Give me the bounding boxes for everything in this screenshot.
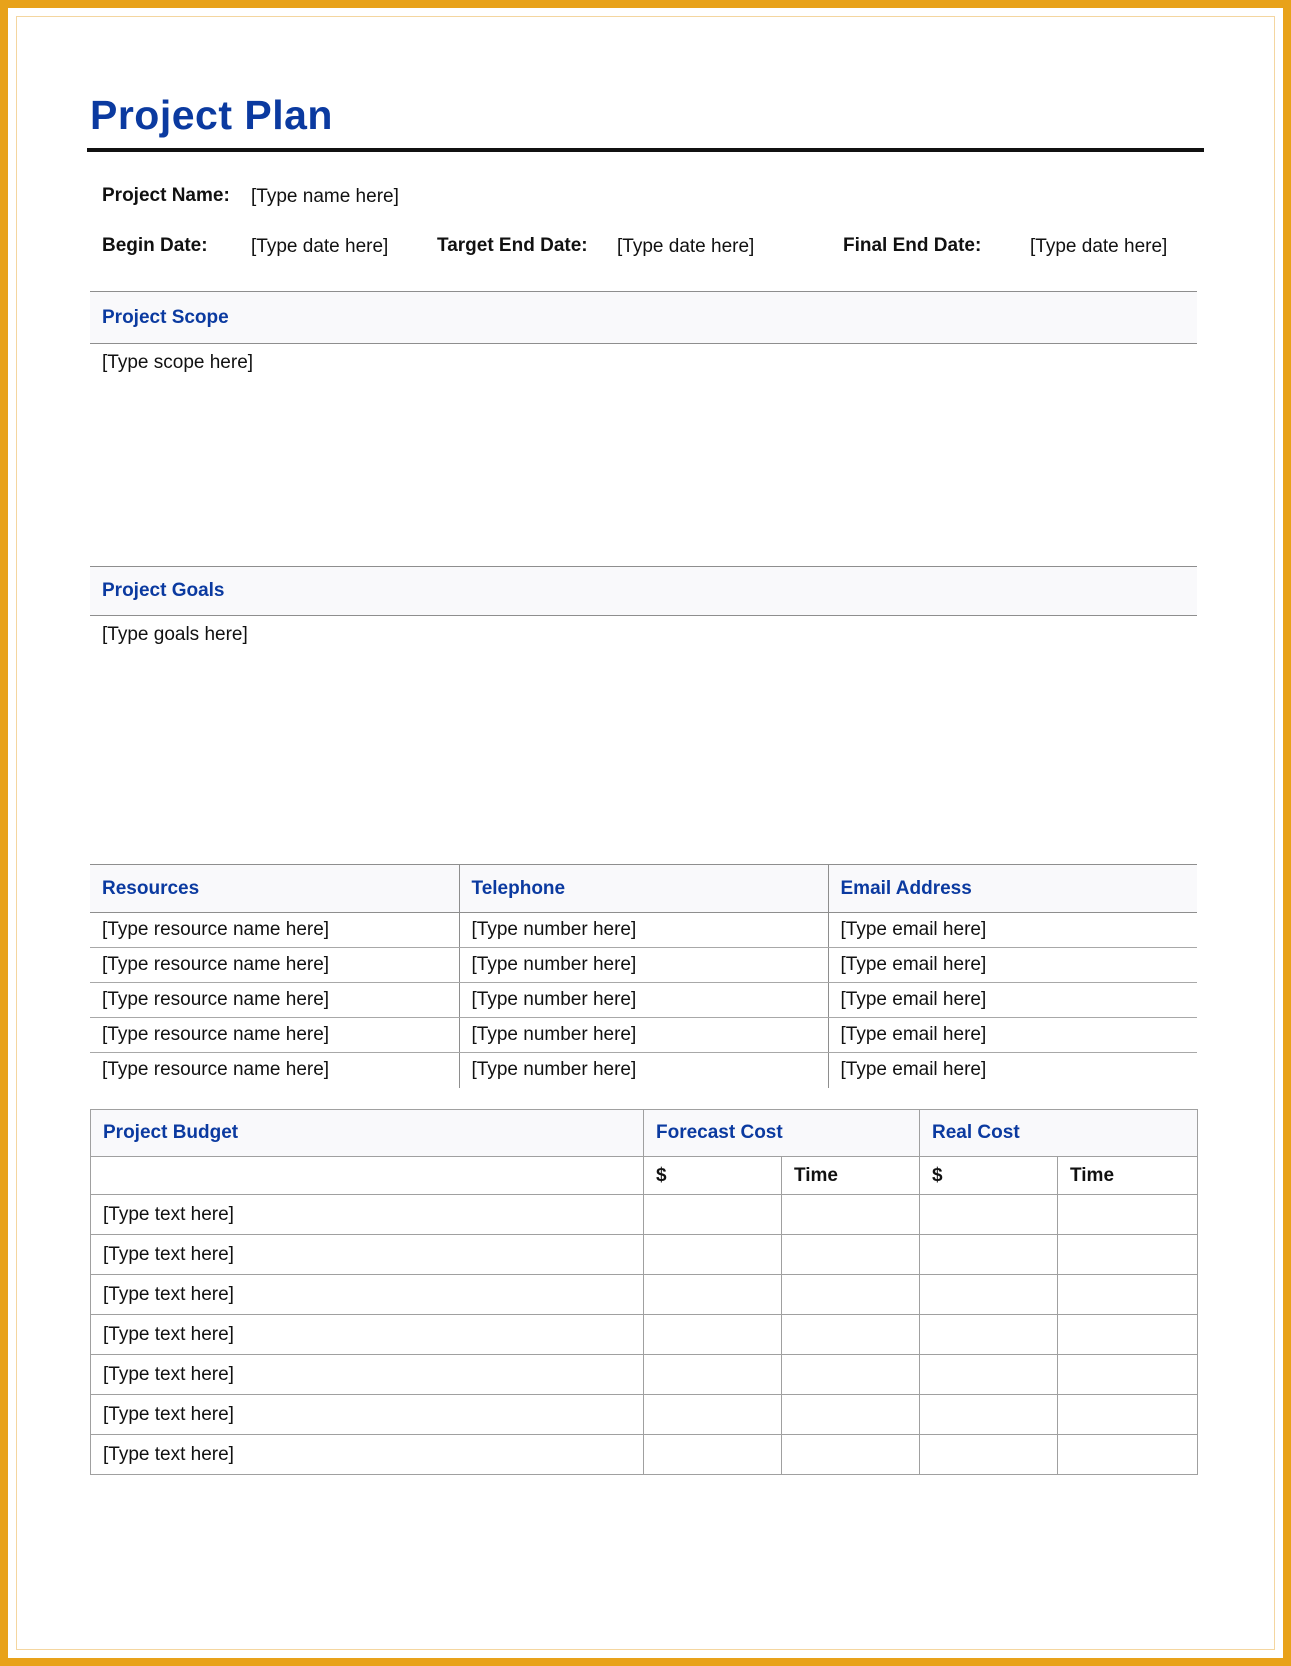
forecast-time-cell[interactable] <box>782 1235 920 1275</box>
email-cell[interactable]: [Type email here] <box>828 1018 1197 1053</box>
budget-table <box>90 1109 1198 1475</box>
real-time-cell[interactable] <box>1058 1235 1198 1275</box>
budget-subheader-row <box>91 1157 1198 1195</box>
budget-item-cell[interactable]: [Type text here] <box>91 1355 644 1395</box>
table-row <box>91 1195 1198 1235</box>
table-row <box>91 1275 1198 1315</box>
table-row <box>91 1435 1198 1475</box>
forecast-time-cell[interactable] <box>782 1355 920 1395</box>
resources-header-row <box>90 865 1197 913</box>
telephone-header: Telephone <box>459 865 828 913</box>
forecast-dollar-cell[interactable] <box>644 1395 782 1435</box>
resource-name-cell[interactable]: [Type resource name here] <box>102 1059 330 1081</box>
page-title: Project Plan <box>90 92 333 138</box>
forecast-dollar-cell[interactable] <box>644 1235 782 1275</box>
forecast-dollar-cell[interactable] <box>644 1355 782 1395</box>
table-row <box>90 1018 1197 1053</box>
resource-name-cell[interactable]: [Type resource name here] <box>90 948 459 983</box>
target-end-date-label: Target End Date: <box>437 235 588 256</box>
budget-item-cell[interactable]: [Type text here] <box>91 1315 644 1355</box>
table-row <box>91 1355 1198 1395</box>
telephone-cell[interactable]: [Type number here] <box>459 948 828 983</box>
forecast-dollar-subheader: $ <box>644 1157 782 1195</box>
real-dollar-subheader: $ <box>920 1157 1058 1195</box>
real-dollar-cell[interactable] <box>920 1235 1058 1275</box>
final-end-date-label: Final End Date: <box>843 235 982 256</box>
forecast-dollar-cell[interactable] <box>644 1435 782 1475</box>
real-dollar-cell[interactable] <box>920 1275 1058 1315</box>
real-dollar-cell[interactable] <box>920 1435 1058 1475</box>
forecast-cost-header: Forecast Cost <box>644 1110 920 1157</box>
budget-header-row <box>91 1110 1198 1157</box>
project-name-field[interactable]: [Type name here] <box>251 186 399 207</box>
real-time-cell[interactable] <box>1058 1355 1198 1395</box>
telephone-cell[interactable]: [Type number here] <box>459 1018 828 1053</box>
resource-name-cell[interactable]: [Type resource name here] <box>90 1018 459 1053</box>
goals-text[interactable]: [Type goals here] <box>102 624 248 645</box>
real-cost-header: Real Cost <box>920 1110 1198 1157</box>
budget-item-cell[interactable]: [Type text here] <box>91 1275 644 1315</box>
project-budget-header: Project Budget <box>91 1110 644 1157</box>
telephone-cell[interactable]: [Type number here] <box>459 913 828 948</box>
forecast-time-cell[interactable] <box>782 1435 920 1475</box>
forecast-time-cell[interactable] <box>782 1195 920 1235</box>
forecast-dollar-cell[interactable] <box>644 1275 782 1315</box>
email-cell[interactable]: [Type email here] <box>828 1053 1197 1088</box>
budget-item-cell[interactable]: [Type text here] <box>91 1395 644 1435</box>
table-row <box>90 983 1197 1018</box>
scope-heading: Project Scope <box>90 291 1197 344</box>
resources-table <box>90 864 1197 1088</box>
budget-item-cell[interactable]: [Type text here] <box>91 1235 644 1275</box>
table-row <box>91 1235 1198 1275</box>
project-name-label: Project Name: <box>102 185 230 206</box>
real-dollar-cell[interactable] <box>920 1315 1058 1355</box>
begin-date-field[interactable]: [Type date here] <box>251 236 389 257</box>
table-row <box>91 1395 1198 1435</box>
real-dollar-cell[interactable] <box>920 1195 1058 1235</box>
real-time-subheader: Time <box>1058 1157 1198 1195</box>
real-dollar-cell[interactable] <box>920 1355 1058 1395</box>
real-time-cell[interactable] <box>1058 1395 1198 1435</box>
table-row <box>90 913 1197 948</box>
telephone-cell[interactable]: [Type number here] <box>459 1053 828 1088</box>
table-row <box>91 1315 1198 1355</box>
real-time-cell[interactable] <box>1058 1315 1198 1355</box>
table-row <box>90 948 1197 983</box>
email-cell[interactable]: [Type email here] <box>828 983 1197 1018</box>
resources-header: Resources <box>90 865 459 913</box>
title-divider <box>87 148 1204 152</box>
forecast-time-cell[interactable] <box>782 1275 920 1315</box>
email-header: Email Address <box>828 865 1197 913</box>
budget-item-cell[interactable]: [Type text here] <box>91 1435 644 1475</box>
goals-heading: Project Goals <box>90 567 1197 616</box>
email-cell[interactable]: [Type email here] <box>828 948 1197 983</box>
resource-name-cell[interactable]: [Type resource name here] <box>90 983 459 1018</box>
forecast-dollar-cell[interactable] <box>644 1195 782 1235</box>
forecast-time-cell[interactable] <box>782 1395 920 1435</box>
blank-subheader <box>91 1157 644 1195</box>
email-cell[interactable]: [Type email here] <box>828 913 1197 948</box>
scope-section <box>90 291 1197 567</box>
real-time-cell[interactable] <box>1058 1435 1198 1475</box>
goals-section <box>90 567 1197 862</box>
forecast-time-cell[interactable] <box>782 1315 920 1355</box>
begin-date-label: Begin Date: <box>102 235 208 256</box>
real-dollar-cell[interactable] <box>920 1395 1058 1435</box>
resource-name-cell[interactable]: [Type resource name here] <box>90 913 459 948</box>
table-row <box>90 1053 1197 1088</box>
budget-item-cell[interactable]: [Type text here] <box>91 1195 644 1235</box>
scope-text[interactable]: [Type scope here] <box>102 352 254 373</box>
real-time-cell[interactable] <box>1058 1275 1198 1315</box>
telephone-cell[interactable]: [Type number here] <box>459 983 828 1018</box>
forecast-time-subheader: Time <box>782 1157 920 1195</box>
target-end-date-field[interactable]: [Type date here] <box>617 236 755 257</box>
final-end-date-field[interactable]: [Type date here] <box>1030 236 1168 257</box>
real-time-cell[interactable] <box>1058 1195 1198 1235</box>
forecast-dollar-cell[interactable] <box>644 1315 782 1355</box>
